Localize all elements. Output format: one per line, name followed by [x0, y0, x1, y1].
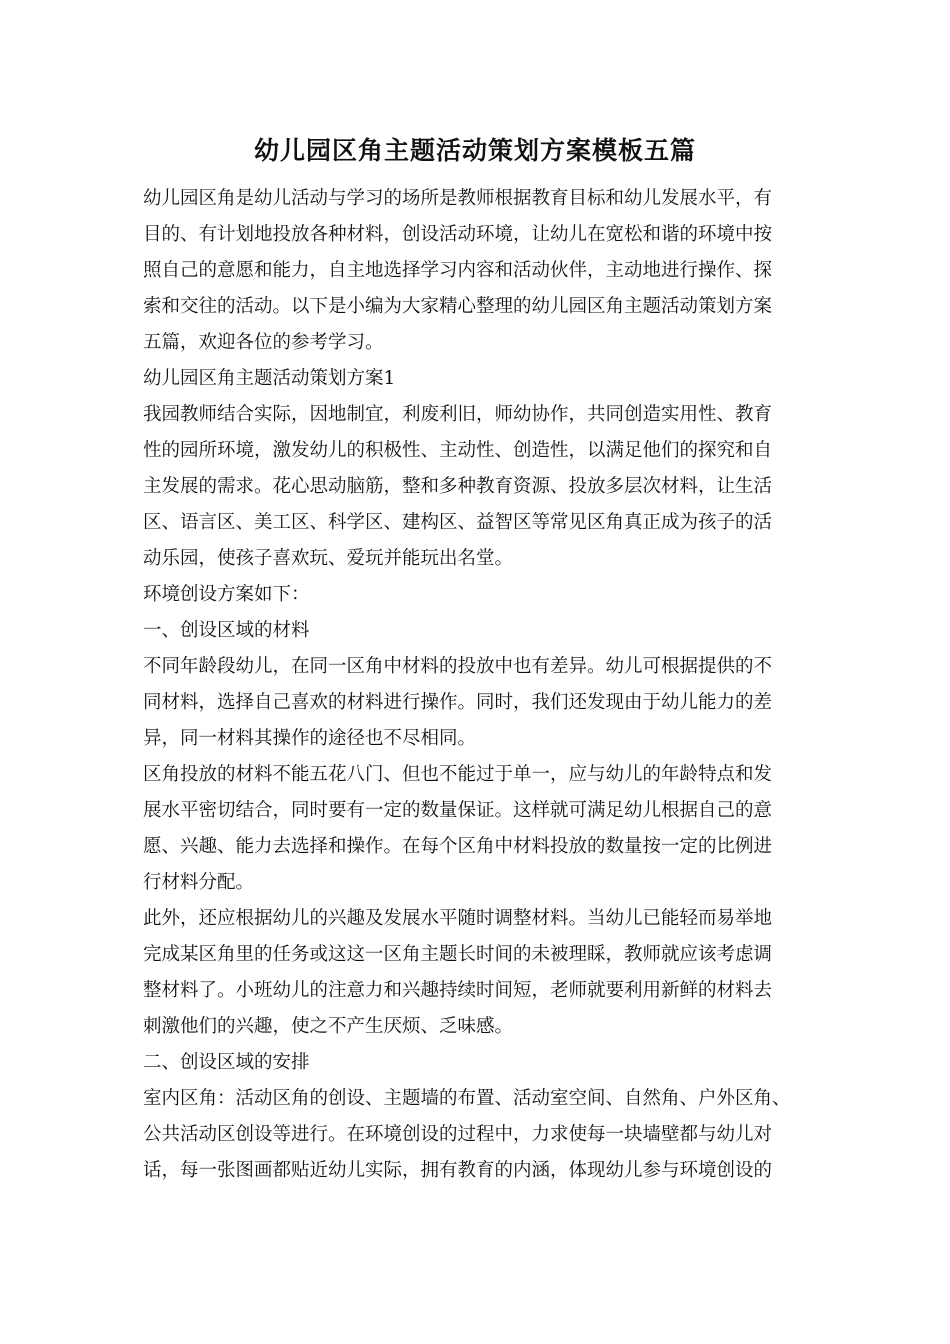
text-line: 区、语言区、美工区、科学区、建构区、益智区等常见区角真正成为孩子的活 — [143, 512, 773, 533]
document-body — [143, 181, 813, 1189]
text-line: 不同年龄段幼儿，在同一区角中材料的投放中也有差异。幼儿可根据提供的不 — [143, 656, 773, 677]
text-line: 目的、有计划地投放各种材料，创设活动环境，让幼儿在宽松和谐的环境中按 — [143, 224, 773, 245]
text-line: 索和交往的活动。以下是小编为大家精心整理的幼儿园区角主题活动策划方案 — [143, 296, 773, 317]
text-line: 幼儿园区角是幼儿活动与学习的场所是教师根据教育目标和幼儿发展水平，有 — [143, 188, 773, 209]
text-line: 同材料，选择自己喜欢的材料进行操作。同时，我们还发现由于幼儿能力的差 — [143, 692, 773, 713]
text-line: 刺激他们的兴趣，使之不产生厌烦、乏味感。 — [143, 1016, 514, 1037]
text-line: 动乐园，使孩子喜欢玩、爱玩并能玩出名堂。 — [143, 548, 514, 569]
text-line: 异，同一材料其操作的途径也不尽相同。 — [143, 728, 477, 749]
document-title: 幼儿园区角主题活动策划方案模板五篇 — [253, 136, 696, 165]
text-line: 完成某区角里的任务或这这一区角主题长时间的未被理睬，教师就应该考虑调 — [143, 944, 773, 965]
text-line: 行材料分配。 — [143, 872, 255, 893]
text-line: 照自己的意愿和能力，自主地选择学习内容和活动伙伴，主动地进行操作、探 — [143, 260, 773, 281]
text-line: 话，每一张图画都贴近幼儿实际，拥有教育的内涵，体现幼儿参与环境创设的 — [143, 1160, 773, 1181]
text-line: 我园教师结合实际，因地制宜，利废利旧，师幼协作，共同创造实用性、教育 — [143, 404, 773, 425]
text-line: 公共活动区创设等进行。在环境创设的过程中，力求使每一块墙壁都与幼儿对 — [143, 1124, 773, 1145]
text-line: 主发展的需求。花心思动脑筋，整和多种教育资源、投放多层次材料，让生活 — [143, 476, 773, 497]
text-line: 五篇，欢迎各位的参考学习。 — [143, 332, 384, 353]
text-line: 此外，还应根据幼儿的兴趣及发展水平随时调整材料。当幼儿已能轻而易举地 — [143, 908, 773, 929]
section-heading: 幼儿园区角主题活动策划方案1 — [143, 368, 396, 389]
text-line: 区角投放的材料不能五花八门、但也不能过于单一，应与幼儿的年龄特点和发 — [143, 764, 773, 785]
section-heading: 一、创设区域的材料 — [143, 620, 310, 641]
text-line: 展水平密切结合，同时要有一定的数量保证。这样就可满足幼儿根据自己的意 — [143, 800, 773, 821]
section-heading: 二、创设区域的安排 — [143, 1052, 310, 1073]
text-line: 性的园所环境，激发幼儿的积极性、主动性、创造性，以满足他们的探究和自 — [143, 440, 773, 461]
text-line: 整材料了。小班幼儿的注意力和兴趣持续时间短，老师就要利用新鲜的材料去 — [143, 980, 773, 1001]
text-line: 室内区角：活动区角的创设、主题墙的布置、活动室空间、自然角、户外区角、 — [143, 1088, 791, 1109]
text-line: 愿、兴趣、能力去选择和操作。在每个区角中材料投放的数量按一定的比例进 — [143, 836, 773, 857]
text-line: 环境创设方案如下： — [143, 584, 310, 605]
